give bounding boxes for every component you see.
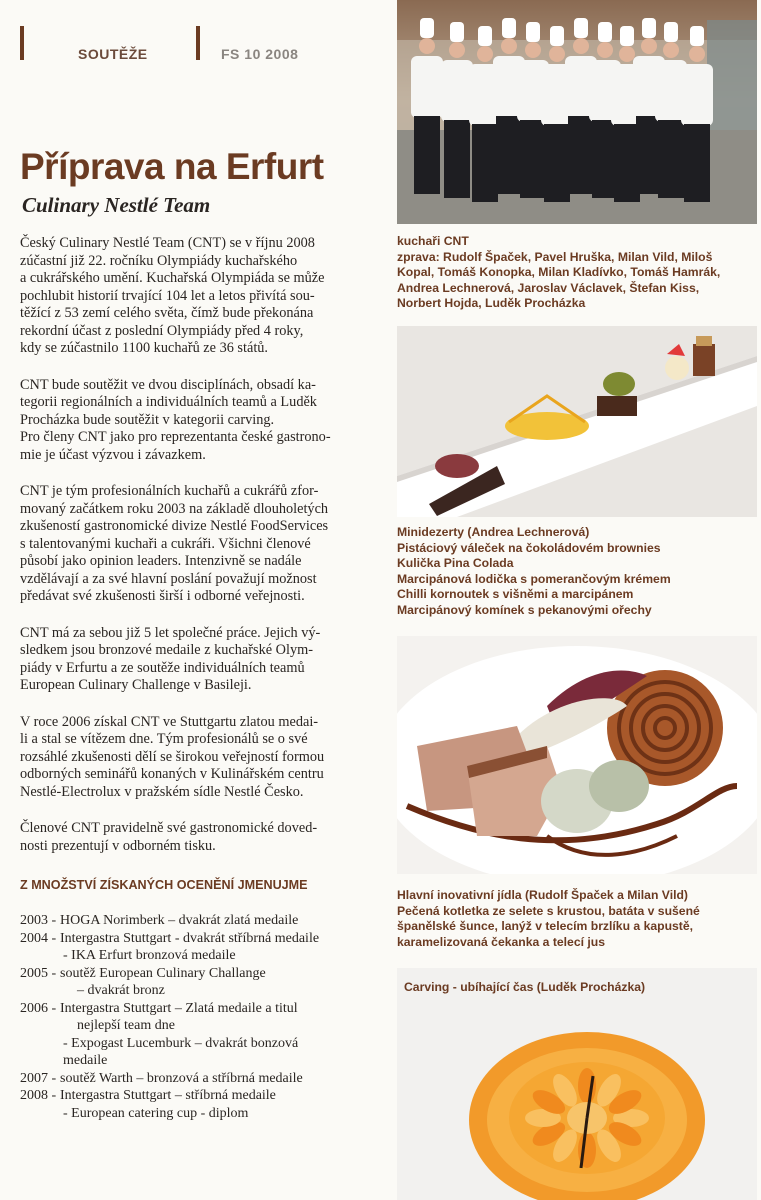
award-text: soutěž European Culinary Challange xyxy=(60,965,266,981)
award-year: 2007 - xyxy=(20,1070,57,1086)
paragraph-line: rozsáhlé zkušenosti dělí se širokou veřejností formou xyxy=(20,748,325,765)
award-row xyxy=(20,1052,380,1070)
caption-line: Norbert Hojda, Luděk Procházka xyxy=(397,296,586,311)
caption-line: Marcipánová lodička s pomerančovým krémem xyxy=(397,571,671,586)
carving-petal xyxy=(578,1068,596,1104)
header-bar-right xyxy=(196,26,200,60)
issue-label: FS 10 2008 xyxy=(221,46,299,62)
article-paragraph xyxy=(20,235,380,358)
paragraph-line: rekordní účast z poslední Olympiády před 4 roky, xyxy=(20,322,304,339)
paragraph-line: nosti prezentují v odborném tisku. xyxy=(20,837,216,854)
team-photo xyxy=(397,0,757,224)
paragraph-line: CNT je tým profesionálních kuchařů a cukrářů zfor- xyxy=(20,483,319,499)
caption-line: Pistáciový váleček na čokoládovém brownies xyxy=(397,540,661,555)
caption-line: karamelizovaná čekanka a telecí jus xyxy=(397,934,605,949)
paragraph-line: sledkem jsou bronzové medaile z kuchařské Olym- xyxy=(20,642,313,658)
paragraph-line: kdy se zúčastnilo 1100 kuchařů ze 36 států. xyxy=(20,340,269,356)
paragraph-line: vzdělávají a za své hlavní poslání považují možnost xyxy=(20,570,317,587)
paragraph-line: mie je účast výzvou i závazkem. xyxy=(20,446,206,463)
caption-line: Kulička Pina Colada xyxy=(397,556,514,571)
caption-line: Kopal, Tomáš Konopka, Milan Kladívko, Tomáš Hamrák, xyxy=(397,265,721,280)
award-text: Intergastra Stuttgart - dvakrát stříbrná medaile xyxy=(60,930,320,946)
desserts-caption xyxy=(397,525,757,619)
award-row xyxy=(20,1105,380,1123)
award-row xyxy=(20,1087,380,1105)
carving-photo xyxy=(397,968,757,1200)
award-row xyxy=(20,1017,380,1035)
award-year: 2003 - xyxy=(20,913,57,928)
paragraph-line: Procházka bude soutěžit v kategorii carving. xyxy=(20,411,275,428)
paragraph-line: CNT má za sebou již 5 let společné práce. Jejich vý- xyxy=(20,624,321,641)
article-title: Příprava na Erfurt xyxy=(20,146,324,187)
award-row xyxy=(20,1035,380,1053)
award-text: Intergastra Stuttgart – stříbrná medaile xyxy=(60,1088,276,1103)
caption-line: Hlavní inovativní jídla (Rudolf Špaček a Milan Vild) xyxy=(397,888,688,902)
article-paragraph xyxy=(20,377,380,465)
paragraph-line: Pro členy CNT jako pro reprezentanta české gastrono- xyxy=(20,429,331,445)
paragraph-line: s talentovanými kuchaři a cukráři. Všichni členové xyxy=(20,535,311,552)
main-dish-caption xyxy=(397,888,757,950)
award-row xyxy=(20,965,380,983)
article-paragraph xyxy=(20,820,380,855)
awards-list xyxy=(20,912,380,1122)
award-year: 2005 - xyxy=(20,965,57,981)
award-text: - Expogast Lucemburk – dvakrát bonzová xyxy=(63,1035,299,1051)
article-paragraph xyxy=(20,714,380,802)
desserts-photo xyxy=(397,326,757,517)
paragraph-line: CNT bude soutěžit ve dvou disciplínách, obsadí ka- xyxy=(20,376,316,393)
paragraph-line: zúčastní již 22. ročníku Olympiády kuchařského xyxy=(20,252,298,269)
paragraph-line: Český Culinary Nestlé Team (CNT) se v říjnu 2008 xyxy=(20,235,315,251)
award-row xyxy=(20,1000,380,1018)
award-text: soutěž Warth – bronzová a stříbrná medaile xyxy=(60,1070,303,1086)
award-row xyxy=(20,912,380,930)
paragraph-line: odborných seminářů konaných v Kulinářském centru xyxy=(20,766,324,782)
paragraph-line: li a stal se vítězem dne. Tým profesionálů se o své xyxy=(20,731,308,747)
award-year: 2004 - xyxy=(20,930,57,946)
caption-line: Minidezerty (Andrea Lechnerová) xyxy=(397,525,590,539)
award-row xyxy=(20,947,380,965)
paragraph-line: movaný začátkem roku 2003 na základě dlouholetých xyxy=(20,500,329,517)
caption-line: zprava: Rudolf Špaček, Pavel Hruška, Milan Vild, Miloš xyxy=(397,249,713,264)
paragraph-line: pochlubit historií trvající 104 let a letos přivítá sou- xyxy=(20,287,315,304)
section-label: SOUTĚŽE xyxy=(78,46,148,62)
header-bar-left xyxy=(20,26,24,60)
award-row xyxy=(20,982,380,1000)
award-row xyxy=(20,930,380,948)
caption-line: Andrea Lechnerová, Jaroslav Václavek, Štefan Kiss, xyxy=(397,280,700,295)
paragraph-line: V roce 2006 získal CNT ve Stuttgartu zlatou medai- xyxy=(20,713,319,730)
award-text: - IKA Erfurt bronzová medaile xyxy=(63,948,236,963)
article-paragraph xyxy=(20,625,380,695)
paragraph-line: piády v Erfurtu a ze soutěže individuálních teamů xyxy=(20,659,305,676)
caption-line: kuchaři CNT xyxy=(397,234,469,248)
award-year: 2008 - xyxy=(20,1088,57,1103)
paragraph-line: zkušeností gastronomické divize Nestlé FoodServices xyxy=(20,518,329,534)
awards-heading: Z MNOŽSTVÍ ZÍSKANÝCH OCENĚNÍ JMENUJME xyxy=(20,878,308,892)
award-row xyxy=(20,1070,380,1088)
caption-line: Pečená kotletka ze selete s krustou, batáta v sušené xyxy=(397,903,700,918)
carving-caption: Carving - ubíhající čas (Luděk Procházka) xyxy=(404,980,646,994)
team-caption xyxy=(397,234,757,312)
award-text: nejlepší team dne xyxy=(77,1018,175,1033)
award-text: – dvakrát bronz xyxy=(77,983,165,998)
paragraph-line: působí jako opinion leaders. Intenzivně se nadále xyxy=(20,553,302,569)
award-text: Intergastra Stuttgart – Zlatá medaile a titul xyxy=(60,1000,298,1016)
caption-line: španělské šunce, lanýž v telecím brzlíku a kapustě, xyxy=(397,919,694,934)
paragraph-line: a cukrářského umění. Kuchařská Olympiáda se může xyxy=(20,270,325,286)
main-dish-photo xyxy=(397,636,757,874)
article-body xyxy=(20,235,380,874)
award-text: medaile xyxy=(63,1053,108,1068)
article-subtitle: Culinary Nestlé Team xyxy=(22,193,211,217)
paragraph-line: předávat své zkušenosti širší i odborné veřejnosti. xyxy=(20,588,305,604)
paragraph-line: těžící z 53 zemí celého světa, čímž bude překonána xyxy=(20,305,314,321)
award-text: HOGA Norimberk – dvakrát zlatá medaile xyxy=(60,913,299,928)
caption-line: Chilli kornoutek s višněmi a marcipánem xyxy=(397,587,634,602)
paragraph-line: Nestlé-Electrolux v pražském sídle Nestlé Česko. xyxy=(20,783,304,800)
paragraph-line: European Culinary Challenge v Basileji. xyxy=(20,677,252,693)
paragraph-line: tegorii regionálních a individuálních teamů a Luděk xyxy=(20,394,317,410)
award-text: - European catering cup - diplom xyxy=(63,1105,249,1121)
paragraph-line: Členové CNT pravidelně své gastronomické doved- xyxy=(20,820,318,836)
award-year: 2006 - xyxy=(20,1000,57,1016)
caption-line: Marcipánový komínek s pekanovými ořechy xyxy=(397,602,652,617)
article-paragraph xyxy=(20,483,380,606)
